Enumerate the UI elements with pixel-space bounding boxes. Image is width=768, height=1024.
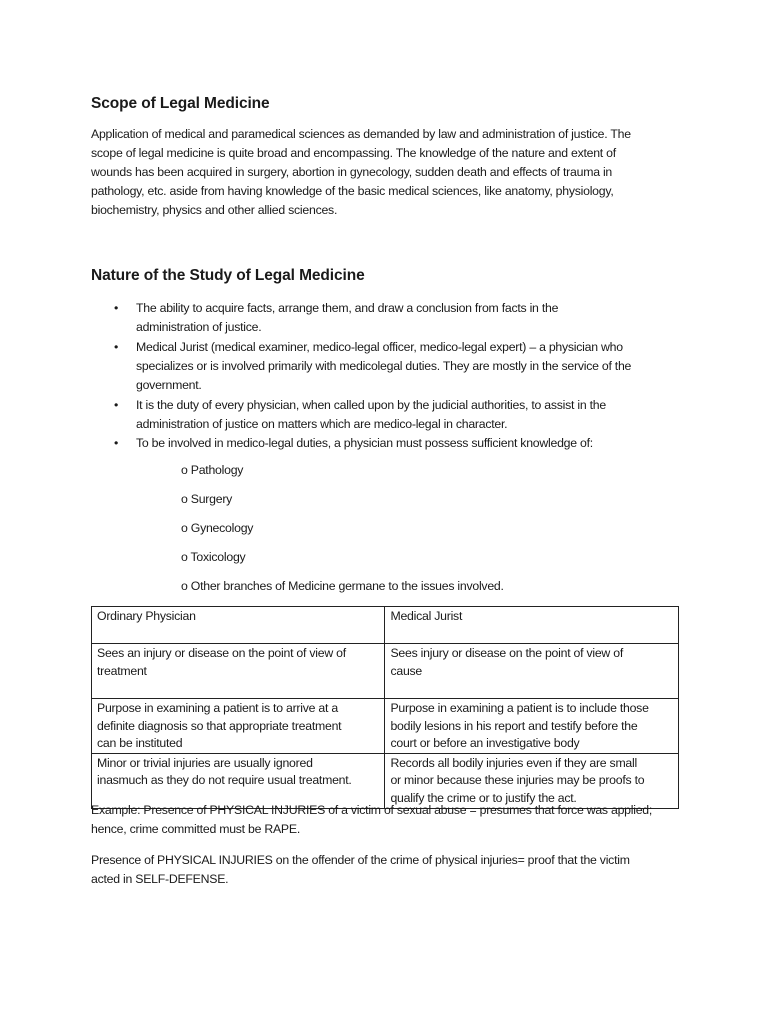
paragraph-line: Example: Presence of PHYSICAL INJURIES of a victim of sexual abuse = presumes that force was applied;	[91, 803, 653, 817]
bullet-item	[0, 396, 696, 434]
cell-line: treatment	[97, 663, 147, 678]
cell-line: Purpose in examining a patient is to include those	[390, 701, 649, 715]
bullet-item	[0, 434, 696, 453]
cell-line: can be instituted	[97, 736, 183, 751]
table-row	[92, 699, 679, 754]
table-row	[92, 753, 679, 808]
table-header-cell	[385, 607, 679, 644]
bullet-icon: •	[114, 340, 119, 354]
cell-line: Minor or trivial injuries are usually ignored	[97, 755, 313, 770]
paragraph-line: biochemistry, physics and other allied sciences.	[91, 203, 338, 217]
bullet-icon: •	[114, 436, 119, 450]
example-paragraph-1	[91, 801, 681, 839]
bullet-line: Medical Jurist (medical examiner, medico-legal officer, medico-legal expert) – a physician who	[136, 340, 623, 354]
bullet-line: specializes or is involved primarily with medicolegal duties. They are mostly in the service of the	[136, 359, 632, 373]
table-cell	[385, 644, 679, 699]
cell-line: court or before an investigative body	[390, 736, 580, 751]
sublist-item: o Gynecology	[181, 521, 254, 535]
cell-line: cause	[390, 663, 423, 678]
bullet-item	[0, 338, 696, 396]
cell-line: bodily lesions in his report and testify before the	[390, 718, 638, 733]
sublist-item: o Toxicology	[181, 550, 246, 564]
cell-line: or minor because these injuries may be proofs to	[390, 773, 645, 788]
header-text: Medical Jurist	[390, 609, 463, 623]
comparison-table	[91, 606, 679, 809]
cell-line: Records all bodily injuries even if they are small	[390, 755, 637, 770]
table-cell	[92, 753, 385, 808]
paragraph-line: pathology, etc. aside from having knowledge of the basic medical sciences, like anatomy, physiology,	[91, 184, 614, 198]
cell-line: qualify the crime or to justify the act.	[390, 790, 577, 805]
cell-line: Purpose in examining a patient is to arrive at a	[97, 701, 338, 715]
bullet-item	[0, 299, 696, 338]
paragraph-line: Presence of PHYSICAL INJURIES on the offender of the crime of physical injuries= proof that the victim	[91, 853, 630, 867]
paragraph-scope	[91, 125, 681, 220]
bullet-line: administration of justice on matters which are medico-legal in character.	[136, 417, 508, 431]
sublist-item: o Other branches of Medicine germane to the issues involved.	[181, 579, 504, 593]
bullet-list	[0, 299, 696, 453]
bullet-line: To be involved in medico-legal duties, a physician must possess sufficient knowledge of:	[136, 436, 593, 450]
table-header-cell	[92, 607, 385, 644]
bullet-line: The ability to acquire facts, arrange them, and draw a conclusion from facts in the	[136, 301, 559, 315]
table-cell	[92, 644, 385, 699]
cell-line: inasmuch as they do not require usual treatment.	[97, 773, 352, 788]
table-header-row	[92, 607, 679, 644]
paragraph-line: acted in SELF-DEFENSE.	[91, 872, 229, 886]
table-cell	[385, 753, 679, 808]
cell-line: definite diagnosis so that appropriate treatment	[97, 718, 342, 733]
bullet-line: government.	[136, 378, 202, 392]
header-text: Ordinary Physician	[97, 609, 196, 623]
bullet-line: It is the duty of every physician, when called upon by the judicial authorities, to assist in the	[136, 398, 606, 412]
sublist-item: o Surgery	[181, 492, 233, 506]
paragraph-line: Application of medical and paramedical sciences as demanded by law and administration of justice. The	[91, 127, 631, 141]
sublist-item: o Pathology	[181, 463, 244, 477]
paragraph-line: scope of legal medicine is quite broad and encompassing. The knowledge of the nature and extent of	[91, 146, 616, 160]
bullet-icon: •	[114, 301, 119, 315]
heading-nature-of-study: Nature of the Study of Legal Medicine	[91, 267, 365, 284]
table-row	[92, 644, 679, 699]
paragraph-line: wounds has been acquired in surgery, abortion in gynecology, sudden death and effects of trauma in	[91, 165, 613, 179]
table-cell	[92, 699, 385, 754]
cell-line: Sees injury or disease on the point of view of	[390, 646, 623, 660]
bullet-line: administration of justice.	[136, 320, 262, 334]
heading-scope-of-legal-medicine: Scope of Legal Medicine	[91, 95, 270, 112]
knowledge-sublist	[181, 461, 504, 606]
table-cell	[385, 699, 679, 754]
cell-line: Sees an injury or disease on the point of view of	[97, 646, 346, 660]
example-paragraph-2	[91, 851, 681, 889]
bullet-icon: •	[114, 398, 119, 412]
paragraph-line: hence, crime committed must be RAPE.	[91, 822, 301, 836]
